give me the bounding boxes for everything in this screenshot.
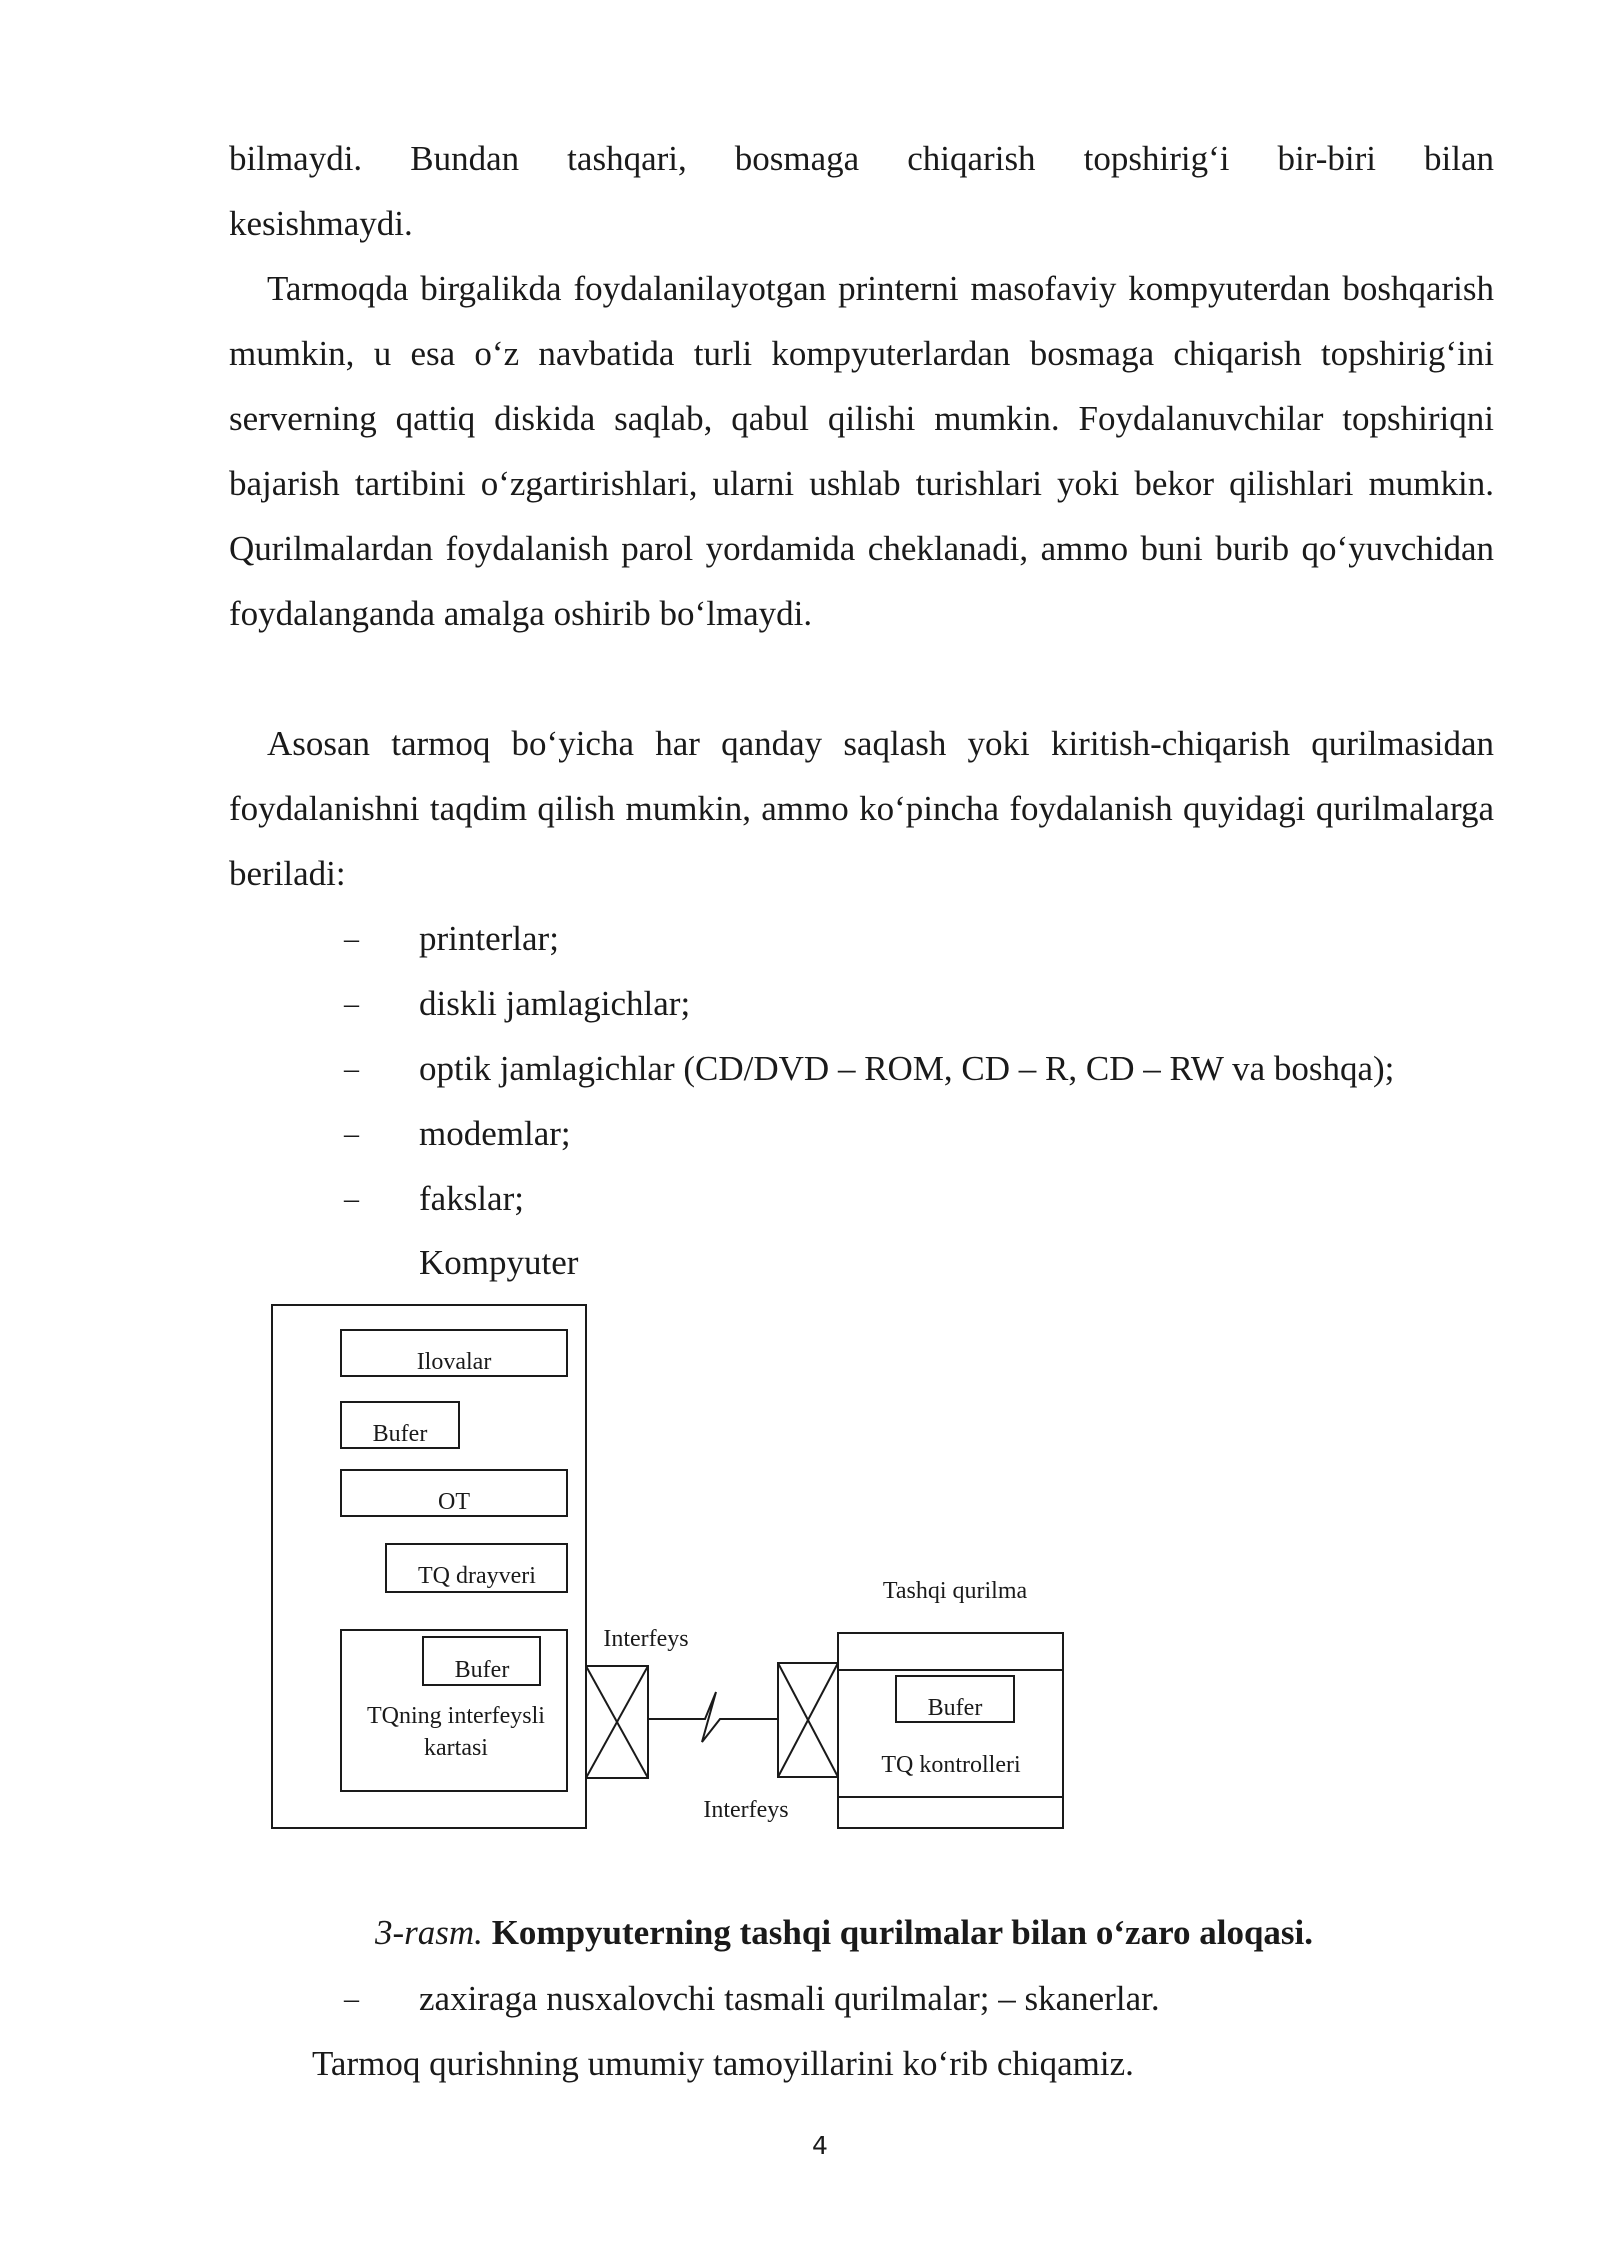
list-item-text: modemlar; bbox=[419, 1114, 571, 1153]
list-dash: – bbox=[344, 1117, 359, 1150]
list-dash: – bbox=[344, 922, 359, 955]
list-item-text: diskli jamlagichlar; bbox=[419, 984, 691, 1023]
card-label-line2: kartasi bbox=[424, 1735, 488, 1761]
diagram-title: Kompyuter bbox=[419, 1243, 579, 1282]
list-item-text: optik jamlagichlar (CD/DVD – ROM, CD – R, CD – RW va boshqa); bbox=[419, 1049, 1395, 1088]
interface-label-top: Interfeys bbox=[603, 1626, 689, 1652]
list-item-text: printerlar; bbox=[419, 919, 559, 958]
page-number: 4 bbox=[812, 2131, 828, 2160]
applications-label: Ilovalar bbox=[416, 1349, 492, 1375]
interface-label-bottom: Interfeys bbox=[703, 1797, 789, 1823]
controller-label: TQ kontrolleri bbox=[881, 1752, 1021, 1778]
paragraph-line: bilmaydi. Bundan tashqari, bosmaga chiqarish topshirig‘i bir-biri bilan bbox=[229, 139, 1494, 178]
list-dash: – bbox=[344, 1982, 359, 2015]
figure-number: 3-rasm. bbox=[375, 1913, 483, 1952]
communication-line bbox=[648, 1692, 778, 1742]
driver-label: TQ drayveri bbox=[418, 1563, 536, 1589]
paragraph-text: Tarmoqda birgalikda foydalanilayotgan printerni masofaviy kompyuterdan boshqarish mumkin, u esa o‘z navbatida turli kompyuterlardan bosmaga chiqarish topshirig‘ini serverning qattiq diskida saqlab, qabul qilishi mumkin. Foydalanuvchilar topshiriqni bajarish tartibini o‘zgartirishlari, ularni ushlab turishlari yoki bekor qilishlari mumkin. Qurilmalardan foydalanish parol yordamida cheklanadi, ammo buni burib qo‘yuvchidan foydalanganda amalga oshirib bo‘lmaydi. bbox=[229, 269, 1494, 633]
list-dash: – bbox=[344, 1052, 359, 1085]
buffer-label: Bufer bbox=[372, 1421, 428, 1447]
closing-sentence: Tarmoq qurishning umumiy tamoyillarini ko‘rib chiqamiz. bbox=[312, 2044, 1134, 2083]
device-buffer-label: Bufer bbox=[927, 1695, 983, 1721]
os-label: OT bbox=[438, 1489, 470, 1515]
list-item-text: fakslar; bbox=[419, 1179, 524, 1218]
paragraph-line: kesishmaydi. bbox=[229, 204, 413, 243]
paragraph-text: Asosan tarmoq bo‘yicha har qanday saqlash yoki kiritish-chiqarish qurilmasidan foydalanishni taqdim qilish mumkin, ammo ko‘pincha foydalanish quyidagi qurilmalarga beriladi: bbox=[229, 724, 1494, 893]
figure-caption bbox=[375, 1900, 1313, 1965]
external-device-box bbox=[838, 1633, 1063, 1828]
list-dash: – bbox=[344, 1182, 359, 1215]
list-dash: – bbox=[344, 987, 359, 1020]
card-buffer-label: Bufer bbox=[454, 1657, 510, 1683]
card-label-line1: TQning interfeysli bbox=[367, 1703, 545, 1729]
list-item-text: zaxiraga nusxalovchi tasmali qurilmalar; – skanerlar. bbox=[419, 1979, 1160, 2018]
figure-title: Kompyuterning tashqi qurilmalar bilan o‘zaro aloqasi. bbox=[491, 1913, 1314, 1952]
external-device-label: Tashqi qurilma bbox=[882, 1578, 1028, 1604]
